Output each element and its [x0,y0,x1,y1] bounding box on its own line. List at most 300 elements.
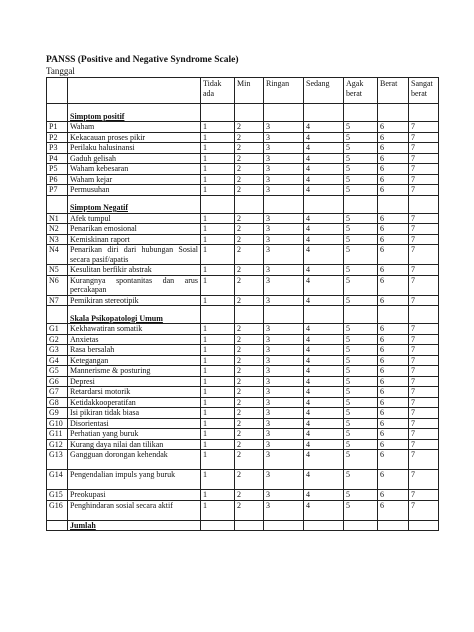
total-cell [344,520,378,531]
score-cell: 6 [378,213,409,224]
item-row [47,275,439,295]
score-cell: 6 [378,334,409,345]
item-row [47,324,439,335]
score-cell: 4 [304,366,344,377]
score-cell: 4 [304,470,344,490]
column-header: Berat [378,78,409,104]
item-label: Waham kebesaran [68,164,201,175]
section-spacer [344,306,378,324]
score-cell: 6 [378,366,409,377]
score-cell: 2 [235,324,264,335]
score-cell: 7 [409,324,439,335]
score-cell: 3 [264,174,304,185]
score-cell: 5 [344,366,378,377]
score-cell: 6 [378,224,409,235]
score-cell: 7 [409,275,439,295]
item-row [47,334,439,345]
item-row [47,439,439,450]
score-cell: 4 [304,324,344,335]
score-cell: 3 [264,429,304,440]
item-row [47,174,439,185]
score-cell: 5 [344,295,378,306]
score-cell: 5 [344,132,378,143]
score-cell: 7 [409,295,439,306]
item-code: P4 [47,153,68,164]
score-cell: 1 [201,275,235,295]
score-cell: 5 [344,265,378,276]
score-cell: 5 [344,153,378,164]
score-cell: 6 [378,185,409,196]
score-cell: 4 [304,185,344,196]
score-cell: 5 [344,500,378,520]
item-code: G4 [47,355,68,366]
header-row [47,78,439,104]
section-spacer [47,104,68,122]
score-cell: 7 [409,470,439,490]
total-row [47,520,439,531]
item-row [47,213,439,224]
score-cell: 4 [304,164,344,175]
section-spacer [409,104,439,122]
score-cell: 4 [304,429,344,440]
score-cell: 7 [409,450,439,470]
score-cell: 1 [201,387,235,398]
total-cell [264,520,304,531]
score-cell: 5 [344,355,378,366]
score-cell: 4 [304,439,344,450]
score-cell: 6 [378,132,409,143]
item-row [47,355,439,366]
item-row [47,122,439,133]
score-cell: 1 [201,500,235,520]
score-cell: 7 [409,418,439,429]
item-row [47,224,439,235]
item-code: N1 [47,213,68,224]
score-cell: 2 [235,185,264,196]
score-cell: 1 [201,132,235,143]
score-cell: 3 [264,164,304,175]
score-cell: 4 [304,213,344,224]
score-cell: 7 [409,213,439,224]
total-cell [235,520,264,531]
score-cell: 3 [264,265,304,276]
item-label: Kesulitan berfikir abstrak [68,265,201,276]
item-label: Rasa bersalah [68,345,201,356]
score-cell: 1 [201,143,235,154]
score-cell: 2 [235,275,264,295]
score-cell: 2 [235,397,264,408]
item-label: Kekacauan proses pikir [68,132,201,143]
item-code: G3 [47,345,68,356]
score-cell: 1 [201,450,235,470]
item-row [47,450,439,470]
score-cell: 7 [409,490,439,501]
section-spacer [201,195,235,213]
section-spacer [304,104,344,122]
column-header: Ringan [264,78,304,104]
score-cell: 4 [304,143,344,154]
score-cell: 4 [304,295,344,306]
score-cell: 2 [235,234,264,245]
score-cell: 5 [344,275,378,295]
score-cell: 6 [378,355,409,366]
score-cell: 4 [304,376,344,387]
score-cell: 7 [409,500,439,520]
score-cell: 7 [409,143,439,154]
item-row [47,408,439,419]
score-cell: 1 [201,174,235,185]
score-cell: 3 [264,490,304,501]
item-row [47,366,439,377]
score-cell: 6 [378,122,409,133]
score-cell: 3 [264,334,304,345]
score-cell: 3 [264,234,304,245]
score-cell: 5 [344,143,378,154]
score-cell: 3 [264,387,304,398]
column-header: Agak berat [344,78,378,104]
score-cell: 2 [235,408,264,419]
score-cell: 6 [378,345,409,356]
score-cell: 3 [264,376,304,387]
score-cell: 4 [304,334,344,345]
score-cell: 7 [409,387,439,398]
score-cell: 3 [264,122,304,133]
score-cell: 6 [378,275,409,295]
item-row [47,153,439,164]
score-cell: 5 [344,429,378,440]
section-spacer [344,195,378,213]
score-cell: 3 [264,397,304,408]
score-cell: 6 [378,234,409,245]
score-cell: 5 [344,122,378,133]
item-code: N5 [47,265,68,276]
score-cell: 2 [235,345,264,356]
score-cell: 2 [235,387,264,398]
score-cell: 5 [344,174,378,185]
score-cell: 2 [235,334,264,345]
section-spacer [304,306,344,324]
total-spacer [47,520,68,531]
score-cell: 2 [235,450,264,470]
score-cell: 6 [378,387,409,398]
score-cell: 6 [378,408,409,419]
score-cell: 2 [235,132,264,143]
score-cell: 4 [304,500,344,520]
score-cell: 4 [304,234,344,245]
item-code: N6 [47,275,68,295]
score-cell: 7 [409,429,439,440]
score-cell: 2 [235,470,264,490]
score-cell: 1 [201,224,235,235]
score-cell: 5 [344,450,378,470]
score-cell: 1 [201,324,235,335]
item-row [47,295,439,306]
section-spacer [378,306,409,324]
score-cell: 1 [201,213,235,224]
score-cell: 3 [264,345,304,356]
score-cell: 4 [304,450,344,470]
section-spacer [409,195,439,213]
section-spacer [235,306,264,324]
section-title: Simptom Negatif [68,195,201,213]
score-cell: 2 [235,500,264,520]
total-label: Jumlah [68,520,201,531]
score-cell: 3 [264,132,304,143]
item-label: Isi pikiran tidak biasa [68,408,201,419]
score-cell: 7 [409,355,439,366]
score-cell: 3 [264,439,304,450]
score-cell: 7 [409,334,439,345]
item-code: G12 [47,439,68,450]
item-label: Preokupasi [68,490,201,501]
score-cell: 1 [201,366,235,377]
score-cell: 7 [409,122,439,133]
score-cell: 7 [409,397,439,408]
score-cell: 5 [344,387,378,398]
score-cell: 6 [378,376,409,387]
item-code: P3 [47,143,68,154]
score-cell: 4 [304,132,344,143]
score-cell: 5 [344,245,378,265]
score-cell: 6 [378,470,409,490]
item-code: P6 [47,174,68,185]
item-label: Waham kejar [68,174,201,185]
score-cell: 6 [378,295,409,306]
score-cell: 2 [235,122,264,133]
score-cell: 1 [201,418,235,429]
section-title: Skala Psikopatologi Umum [68,306,201,324]
score-cell: 5 [344,418,378,429]
score-cell: 4 [304,397,344,408]
item-label: Waham [68,122,201,133]
section-header-row [47,104,439,122]
item-row [47,143,439,154]
score-cell: 4 [304,245,344,265]
score-cell: 4 [304,174,344,185]
item-label: Kurang daya nilai dan tilikan [68,439,201,450]
score-cell: 2 [235,245,264,265]
score-cell: 3 [264,324,304,335]
score-cell: 2 [235,295,264,306]
score-cell: 7 [409,185,439,196]
score-cell: 7 [409,265,439,276]
score-cell: 3 [264,224,304,235]
item-row [47,185,439,196]
score-cell: 7 [409,164,439,175]
item-label: Mannerisme & posturing [68,366,201,377]
score-cell: 5 [344,185,378,196]
score-cell: 7 [409,234,439,245]
score-cell: 3 [264,185,304,196]
score-cell: 1 [201,334,235,345]
score-cell: 4 [304,355,344,366]
section-spacer [378,104,409,122]
score-cell: 5 [344,490,378,501]
score-cell: 7 [409,132,439,143]
score-cell: 6 [378,153,409,164]
item-label: Pengendalian impuls yang buruk [68,470,201,490]
score-cell: 2 [235,265,264,276]
section-title: Simptom positif [68,104,201,122]
item-code: G8 [47,397,68,408]
score-cell: 2 [235,174,264,185]
score-cell: 7 [409,174,439,185]
total-cell [304,520,344,531]
item-label: Perilaku halusinansi [68,143,201,154]
score-cell: 1 [201,245,235,265]
item-code: P2 [47,132,68,143]
score-cell: 7 [409,245,439,265]
score-cell: 6 [378,439,409,450]
item-code: P5 [47,164,68,175]
item-code: N7 [47,295,68,306]
score-cell: 4 [304,387,344,398]
score-cell: 5 [344,470,378,490]
score-cell: 2 [235,164,264,175]
item-code: N3 [47,234,68,245]
score-cell: 4 [304,122,344,133]
item-code: G9 [47,408,68,419]
score-cell: 2 [235,418,264,429]
item-code: P7 [47,185,68,196]
score-cell: 3 [264,366,304,377]
score-cell: 7 [409,376,439,387]
item-row [47,265,439,276]
score-cell: 6 [378,450,409,470]
section-spacer [201,306,235,324]
section-spacer [235,195,264,213]
score-cell: 1 [201,345,235,356]
column-header: Sedang [304,78,344,104]
score-cell: 1 [201,153,235,164]
section-spacer [264,104,304,122]
score-cell: 4 [304,265,344,276]
section-spacer [201,104,235,122]
score-cell: 3 [264,500,304,520]
item-code: G11 [47,429,68,440]
section-spacer [304,195,344,213]
item-row [47,397,439,408]
score-cell: 1 [201,439,235,450]
item-label: Depresi [68,376,201,387]
item-row [47,376,439,387]
item-label: Afek tumpul [68,213,201,224]
score-cell: 1 [201,122,235,133]
item-code: G5 [47,366,68,377]
item-code: G14 [47,470,68,490]
item-code: G7 [47,387,68,398]
column-header: Min [235,78,264,104]
score-cell: 1 [201,265,235,276]
score-cell: 5 [344,324,378,335]
score-cell: 6 [378,418,409,429]
item-label: Kemiskinan raport [68,234,201,245]
score-cell: 2 [235,213,264,224]
item-label: Disorientasi [68,418,201,429]
item-label: Permusuhan [68,185,201,196]
item-label: Gangguan dorongan kehendak [68,450,201,470]
score-cell: 6 [378,490,409,501]
score-cell: 2 [235,153,264,164]
score-cell: 1 [201,376,235,387]
score-cell: 3 [264,245,304,265]
item-code: G13 [47,450,68,470]
total-cell [378,520,409,531]
score-cell: 2 [235,490,264,501]
score-cell: 4 [304,275,344,295]
score-cell: 1 [201,355,235,366]
item-row [47,500,439,520]
score-cell: 6 [378,143,409,154]
score-cell: 5 [344,376,378,387]
section-spacer [235,104,264,122]
score-cell: 6 [378,164,409,175]
score-cell: 5 [344,334,378,345]
column-header: Tidak ada [201,78,235,104]
item-label: Retardarsi motorik [68,387,201,398]
item-row [47,245,439,265]
score-cell: 2 [235,429,264,440]
score-cell: 6 [378,500,409,520]
section-spacer [47,306,68,324]
item-label: Penarikan diri dari hubungan Sosial secara pasif/apatis [68,245,201,265]
item-label: Anxietas [68,334,201,345]
score-cell: 1 [201,164,235,175]
score-cell: 3 [264,470,304,490]
item-row [47,234,439,245]
total-cell [409,520,439,531]
item-code: N2 [47,224,68,235]
item-row [47,387,439,398]
score-cell: 6 [378,265,409,276]
item-row [47,345,439,356]
score-cell: 1 [201,490,235,501]
score-cell: 1 [201,470,235,490]
score-cell: 5 [344,224,378,235]
item-row [47,164,439,175]
score-cell: 5 [344,213,378,224]
score-cell: 2 [235,366,264,377]
score-cell: 5 [344,234,378,245]
item-label: Perhatian yang buruk [68,429,201,440]
section-spacer [47,195,68,213]
score-cell: 1 [201,397,235,408]
item-code: G16 [47,500,68,520]
score-cell: 1 [201,429,235,440]
score-cell: 6 [378,174,409,185]
item-label: Kekhawatiran somatik [68,324,201,335]
section-spacer [409,306,439,324]
score-cell: 3 [264,213,304,224]
score-cell: 1 [201,185,235,196]
document-title: PANSS (Positive and Negative Syndrome Scale) [46,55,239,65]
column-header [68,78,201,104]
item-row [47,132,439,143]
item-label: Pemikiran stereotipik [68,295,201,306]
score-cell: 7 [409,153,439,164]
score-cell: 2 [235,224,264,235]
score-cell: 4 [304,224,344,235]
score-cell: 3 [264,153,304,164]
column-header [47,78,68,104]
item-row [47,429,439,440]
item-label: Ketegangan [68,355,201,366]
score-cell: 4 [304,153,344,164]
item-row [47,470,439,490]
score-cell: 7 [409,345,439,356]
panss-table [46,77,439,531]
score-cell: 7 [409,439,439,450]
